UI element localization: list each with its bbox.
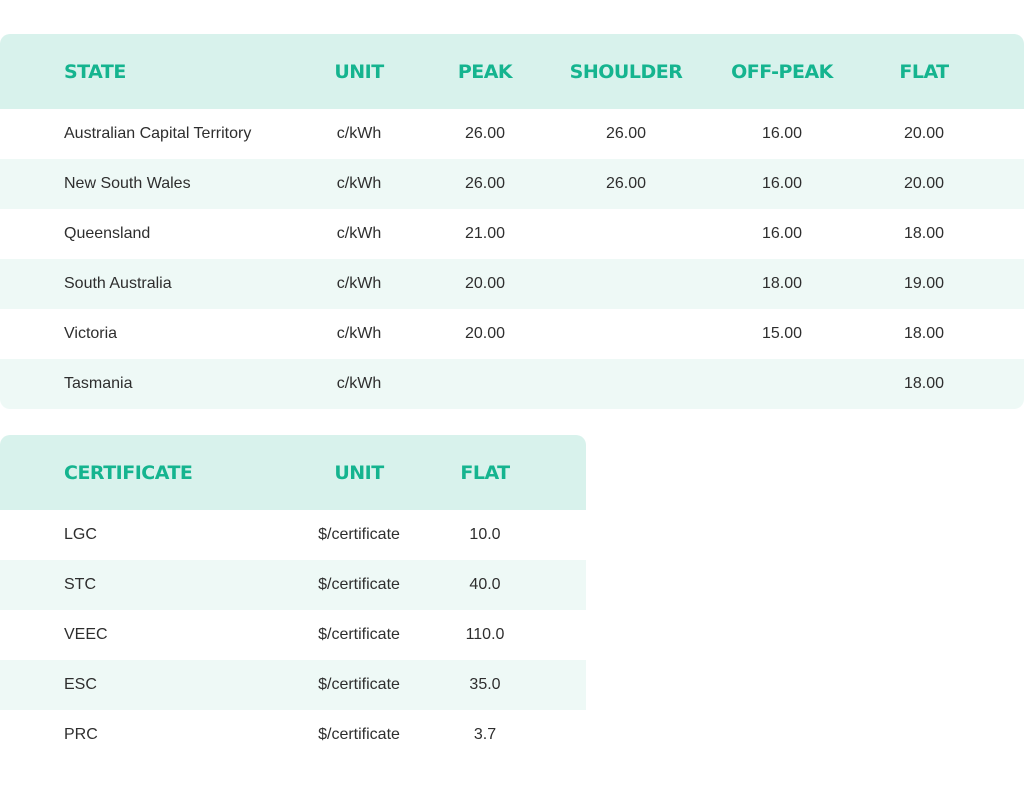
cell-unit: $/certificate [318, 526, 400, 543]
header-unit: UNIT [334, 462, 384, 484]
cell-off-peak: 15.00 [761, 325, 803, 342]
table-row [0, 560, 586, 610]
cell-certificate: STC [64, 576, 96, 593]
table-row [0, 710, 586, 760]
cell-shoulder: 26.00 [605, 175, 647, 192]
cell-unit: $/certificate [318, 726, 400, 743]
header-unit: UNIT [334, 61, 384, 83]
cell-flat: 40.0 [469, 576, 501, 593]
cell-state: Tasmania [64, 375, 133, 392]
cell-off-peak [717, 359, 847, 409]
table-header [0, 34, 1024, 109]
header-flat: FLAT [899, 61, 949, 83]
cell-peak: 26.00 [464, 125, 506, 142]
cell-unit: $/certificate [318, 626, 400, 643]
cell-peak: 21.00 [464, 225, 506, 242]
cell-shoulder: 26.00 [605, 125, 647, 142]
cell-state: Victoria [64, 325, 118, 342]
table-row [0, 610, 586, 660]
cell-unit: c/kWh [336, 375, 382, 392]
table-header [0, 435, 586, 510]
cell-unit: $/certificate [318, 576, 400, 593]
cell-flat: 35.0 [469, 676, 501, 693]
cell-shoulder [561, 359, 691, 409]
cell-flat: 20.00 [903, 175, 945, 192]
header-flat: FLAT [460, 462, 510, 484]
table-row [0, 359, 1024, 409]
table-row [0, 660, 586, 710]
cell-flat: 18.00 [903, 225, 945, 242]
cell-unit: $/certificate [318, 676, 400, 693]
cell-off-peak: 16.00 [761, 125, 803, 142]
cell-off-peak: 16.00 [761, 175, 803, 192]
cell-certificate: LGC [64, 526, 97, 543]
cell-off-peak: 18.00 [761, 275, 803, 292]
table-row [0, 109, 1024, 159]
header-off-peak: OFF-PEAK [731, 61, 833, 83]
cell-shoulder [561, 259, 691, 309]
cell-flat: 18.00 [903, 375, 945, 392]
cell-shoulder [561, 209, 691, 259]
cell-unit: c/kWh [336, 275, 382, 292]
cell-shoulder [561, 309, 691, 359]
cell-off-peak: 16.00 [761, 225, 803, 242]
cell-unit: c/kWh [336, 125, 382, 142]
cell-certificate: ESC [64, 676, 97, 693]
table-row [0, 259, 1024, 309]
cell-unit: c/kWh [336, 225, 382, 242]
cell-flat: 110.0 [465, 626, 505, 643]
header-state: STATE [64, 61, 126, 83]
header-shoulder: SHOULDER [569, 61, 683, 83]
cell-flat: 10.0 [469, 526, 501, 543]
cell-unit: c/kWh [336, 175, 382, 192]
cell-peak: 26.00 [464, 175, 506, 192]
cell-peak: 20.00 [464, 275, 506, 292]
cell-state: South Australia [64, 275, 172, 292]
cell-flat: 3.7 [473, 726, 497, 743]
header-peak: PEAK [457, 61, 513, 83]
cell-state: Queensland [64, 225, 151, 242]
cell-certificate: PRC [64, 726, 98, 743]
cell-unit: c/kWh [336, 325, 382, 342]
cell-state: Australian Capital Territory [64, 125, 252, 142]
cell-flat: 19.00 [903, 275, 945, 292]
certificate-prices-table [0, 435, 586, 760]
table-row [0, 510, 586, 560]
table-row [0, 309, 1024, 359]
cell-state: New South Wales [64, 175, 191, 192]
cell-flat: 20.00 [903, 125, 945, 142]
cell-peak: 20.00 [464, 325, 506, 342]
cell-flat: 18.00 [903, 325, 945, 342]
table-row [0, 159, 1024, 209]
cell-certificate: VEEC [64, 626, 108, 643]
header-certificate: CERTIFICATE [64, 462, 193, 484]
table-row [0, 209, 1024, 259]
electricity-rates-table [0, 34, 1024, 409]
cell-peak [435, 359, 535, 409]
